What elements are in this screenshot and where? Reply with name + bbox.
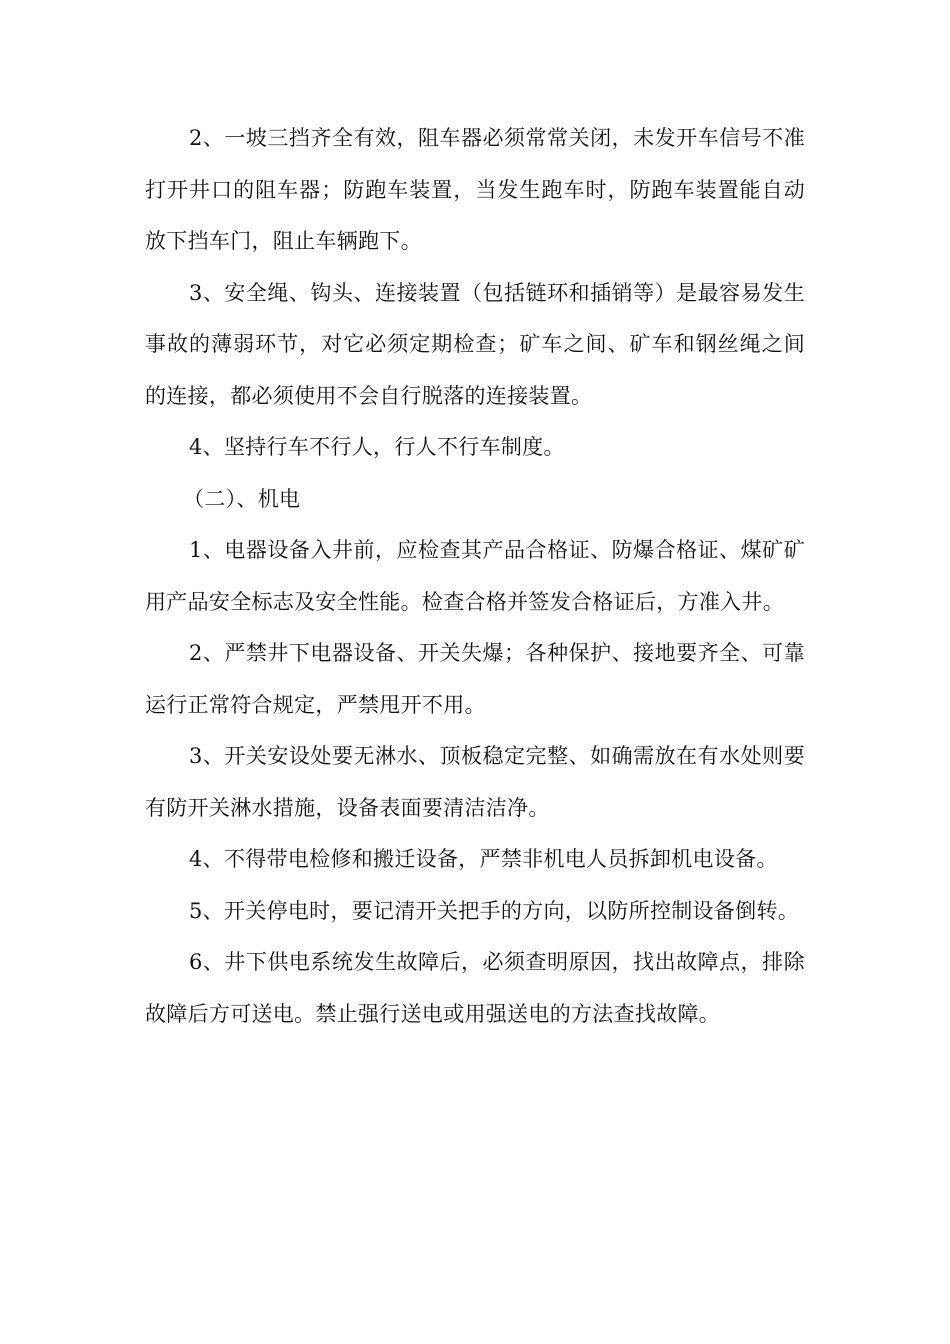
paragraph-electrical-item-4: 4、不得带电检修和搬迁设备，严禁非机电人员拆卸机电设备。: [189, 847, 778, 871]
document-body: [145, 113, 805, 1040]
paragraph-electrical-item-6: 6、井下供电系统发生故障后，必须查明原因，找出故障点，排除故障后方可送电。禁止强行送电或用强送电的方法查找故障。: [145, 950, 805, 1026]
paragraph-electrical-item-2: 2、严禁井下电器设备、开关失爆；各种保护、接地要齐全、可靠运行正常符合规定，严禁甩开不用。: [145, 641, 805, 717]
paragraph-transport-item-4: 4、坚持行车不行人，行人不行车制度。: [189, 435, 565, 459]
paragraph-transport-item-3: 3、安全绳、钩头、连接装置（包括链环和插销等）是最容易发生事故的薄弱环节，对它必须定期检查；矿车之间、矿车和钢丝绳之间的连接，都必须使用不会自行脱落的连接装置。: [145, 280, 805, 408]
paragraph-electrical-item-5: 5、开关停电时，要记清开关把手的方向，以防所控制设备倒转。: [189, 898, 800, 923]
paragraph-transport-item-2: 2、一坡三挡齐全有效，阻车器必须常常关闭，未发开车信号不准打开井口的阻车器；防跑车装置，当发生跑车时，防跑车装置能自动放下挡车门，阻止车辆跑下。: [145, 126, 805, 253]
section-heading-electromechanical: （二）、机电: [183, 486, 301, 511]
paragraph-electrical-item-1: 1、电器设备入井前，应检查其产品合格证、防爆合格证、煤矿矿用产品安全标志及安全性能。检查合格并签发合格证后，方准入井。: [145, 538, 805, 614]
paragraph-electrical-item-3: 3、开关安设处要无淋水、顶板稳定完整、如确需放在有水处则要有防开关淋水措施，设备表面要清洁洁净。: [145, 744, 805, 820]
